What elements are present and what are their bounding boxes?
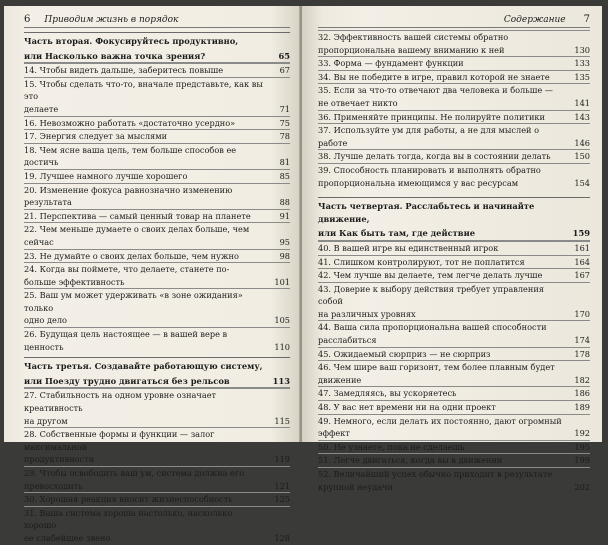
part-heading-title: Часть вторая. Фокусируйтесь продуктивно, [24,36,239,46]
toc-entry-title: пропорциональна вашему вниманию к ней [318,44,505,55]
toc-entry-page: 167 [574,270,590,281]
toc-entry-title: 50. Не узнаете, пока не сделаешь [318,441,465,452]
toc-entry-page: 71 [279,103,290,114]
toc-entry [24,129,290,143]
toc-list [24,388,290,544]
toc-entry-title: 33. Форма — фундамент функции [318,58,464,69]
toc-entry-page: 110 [274,341,290,352]
toc-entry [318,360,590,374]
toc-entry [318,163,590,177]
toc-entry-title: 42. Чем лучше вы делаете, тем легче делать лучше [318,270,543,281]
toc-entry [24,103,290,116]
toc-entry-title: 38. Лучше делать тогда, когда вы в состоянии делать [318,151,551,162]
toc-entry-title: 17. Энергия следует за мыслями [24,131,168,142]
left-page-header [24,14,290,28]
toc-entry [318,308,590,321]
toc-entry-page: 202 [574,481,590,492]
toc-entry [24,169,290,183]
toc-entry-title: 44. Ваша сила пропорциональна вашей способности [318,322,547,333]
toc-entry [24,427,290,453]
right-page [302,6,602,492]
toc-entry-page: 146 [574,137,590,148]
toc-entry [318,400,590,414]
toc-entry [318,440,590,454]
toc-entry-page: 192 [574,428,590,439]
toc-entry-page: 75 [279,117,290,128]
part-heading-title: или Насколько важна точка зрения? [24,50,206,61]
toc-entry-title: 27. Стабильность на одном уровне означает креативность [24,390,217,414]
toc-list [318,30,590,189]
toc-entry-title: 39. Способность планировать и выполнять обратно [318,164,541,175]
toc-entry-title: 41. Слишком контролируют, тот не поплатится [318,256,525,267]
toc-entry [24,415,290,428]
toc-entry [318,347,590,361]
toc-entry-title: ценность [24,341,64,352]
toc-entry-title: 24. Когда вы поймете, что делаете, станете по- [24,264,230,275]
toc-entry-page: 174 [574,335,590,346]
toc-entry [318,374,590,387]
toc-entry-title: движение [318,374,362,385]
toc-entry [318,282,590,308]
toc-entry-title: 40. В вашей игре вы единственный игрок [318,242,499,253]
toc-entry-page: 143 [574,111,590,122]
toc-entry [318,320,590,334]
toc-entry [24,183,290,197]
toc-entry-title: 52. Величайший успех обычно приходит в результате [318,469,553,479]
toc-entry-title: 34. Вы не победите в игре, правил которой не знаете [318,71,550,82]
toc-entry-title: 22. Чем меньше думаете о своих делах больше, чем сейчас [24,224,250,247]
toc-entry-page: 178 [574,348,590,359]
part-heading-title: или Как быть там, где действие [318,228,475,239]
toc-entry [24,262,290,276]
toc-entry [24,506,290,532]
toc-entry-page: 128 [274,532,290,543]
toc-entry-page: 115 [274,415,290,426]
right-page-header [318,14,590,28]
part-heading [24,373,290,389]
toc-entry [318,268,590,282]
toc-entry-page: 135 [574,71,590,82]
toc-entry-page: 170 [574,308,590,319]
toc-entry [318,467,590,481]
toc-entry [24,341,290,354]
toc-entry-title: 37. Используйте ум для работы, а не для мыслей о работе [318,125,540,148]
toc-entry [318,110,590,124]
toc-entry-title: 35. Если за что-то отвечают два человека и больше — [318,85,553,96]
toc-entry-page: 199 [574,455,590,466]
part-heading [24,357,290,373]
toc-entry-title: 28. Собственные формы и функции — залог максимальной [24,429,215,452]
toc-entry [318,83,590,97]
toc-entry-title: 14. Чтобы видеть дальше, заберитесь повыше [24,65,224,76]
toc-entry [318,414,590,428]
toc-part-four [318,197,590,241]
toc-entry [24,480,290,493]
toc-entry [318,334,590,347]
toc-entry-page: 95 [279,236,290,247]
toc-entry-page: 186 [574,388,590,399]
toc-entry-title: 43. Доверие к выбору действия требует управления собой [318,283,544,307]
part-heading [318,197,590,225]
toc-entry-title: крупной неудачи [318,481,393,492]
toc-entry [24,77,290,103]
toc-entry-title: 48. У вас нет времени ни на одни проект [318,402,496,413]
toc-entry [24,388,290,414]
part-heading [24,48,290,64]
toc-entry-title: 31. Ваша система хороша настолько, насколько хорошо [24,507,233,531]
toc-entry-title: 18. Чем ясне ваша цель, тем больше способов ее достичь [24,144,237,168]
toc-entry-page: 88 [279,197,290,208]
toc-list [318,241,590,493]
toc-entry-title: 30. Хорошая реакция вносит жизнеспособность [24,494,233,505]
toc-entry-title: одно дело [24,315,67,326]
toc-entry [318,56,590,70]
toc-entry-page: 164 [574,256,590,267]
toc-entry [24,63,290,77]
toc-entry [318,453,590,467]
toc-entry [24,143,290,169]
toc-entry [24,466,290,480]
toc-part-two [24,32,290,63]
toc-entry-page: 133 [574,58,590,69]
toc-entry-title: 25. Ваш ум может удерживать «в зоне ожидания» только [24,290,243,313]
toc-entry-page: 121 [274,480,290,491]
toc-entry-page: 101 [274,276,290,287]
part-heading-page: 65 [278,50,290,61]
toc-entry-title: на другом [24,415,68,426]
toc-entry [318,241,590,255]
toc-entry-page: 195 [574,441,590,452]
toc-entry-title: превосходить [24,480,83,491]
part-heading-page: 113 [272,375,290,386]
toc-entry [318,481,590,494]
toc-entry-title: 45. Ожидаемый сюрприз — не сюрприз [318,348,491,359]
toc-entry-page: 141 [574,97,590,108]
toc-entry-title: 36. Применяйте принципы. Не полируйте политики [318,111,545,122]
part-heading-title: или Поезду трудно двигаться без рельсов [24,375,230,386]
toc-entry [318,97,590,110]
toc-entry-page: 67 [279,65,290,76]
part-heading [24,32,290,48]
toc-entry-page: 85 [279,170,290,181]
toc-entry [24,453,290,466]
toc-entry-page: 119 [274,454,290,465]
toc-entry [24,222,290,248]
toc-entry-title: 19. Лучшее намного лучше хорошего [24,170,188,181]
toc-entry-title: 26. Будущая цель настоящее — в вашей вере в [24,329,228,340]
toc-entry-page: 98 [279,250,290,261]
toc-entry [24,314,290,327]
toc-entry-title: 23. Не думайте о своих делах больше, чем нужно [24,250,239,261]
toc-entry-page: 81 [279,157,290,168]
running-title: Содержание [503,15,566,25]
toc-entry-title: 15. Чтобы сделать что-то, вначале представьте, как вы это [24,78,263,102]
toc-entry-page: 161 [574,242,590,253]
toc-entry-title: на различных уровнях [318,308,416,319]
toc-entry-page: 130 [574,44,590,55]
part-heading [318,225,590,241]
toc-entry [318,427,590,440]
part-heading-title: Часть третья. Создавайте работающую систему, [24,361,263,372]
toc-entry [24,288,290,314]
toc-entry-title: не отвечает никто [318,97,398,108]
toc-entry-title: 16. Невозможно работать «достаточно усердно» [24,117,236,128]
page-number: 7 [583,14,590,25]
toc-entry [318,123,590,149]
toc-entry-page: 105 [274,315,290,326]
toc-entry [318,30,590,44]
toc-entry-title: продуктивности [24,454,95,465]
toc-entry-page: 154 [574,177,590,188]
toc-entry [24,196,290,209]
toc-list [24,63,290,353]
toc-entry [24,116,290,130]
toc-entry-page: 91 [279,210,290,221]
toc-entry-title: расслабиться [318,335,377,346]
toc-entry [318,149,590,163]
toc-entry-title: 21. Перспектива — самый ценный товар на планете [24,210,251,221]
page-number: 6 [24,14,31,25]
part-heading-page: 159 [572,228,590,239]
toc-entry [318,44,590,57]
toc-entry [24,532,290,545]
toc-entry [318,386,590,400]
toc-entry-title: 29. Чтобы освободить ваш ум, система должна его [24,468,245,478]
toc-entry-page: 150 [574,151,590,162]
toc-entry-title: 51. Легче двигаться, когда вы в движении [318,455,503,466]
toc-entry-title: пропорциональна имеющимся у вас ресурсам [318,177,519,188]
toc-entry-title: больше эффективность [24,276,125,287]
toc-entry [318,255,590,269]
toc-entry-title: результата [24,197,72,208]
left-page [4,6,300,543]
toc-entry-title: 46. Чем шире ваш горизонт, тем более плавным будет [318,362,555,373]
toc-entry-page: 125 [274,494,290,505]
toc-entry-title: 32. Эффективность вашей системы обратно [318,32,509,42]
toc-entry [318,70,590,84]
toc-entry [24,209,290,223]
toc-entry-title: ее слабейшее звено [24,532,111,543]
toc-entry [24,492,290,506]
toc-entry-title: 47. Замедляясь, вы ускоряетесь [318,388,457,399]
toc-entry-page: 182 [574,374,590,385]
toc-entry [24,327,290,341]
part-heading-title: Часть четвертая. Расслабьтесь и начинайте движение, [318,201,535,224]
toc-entry [24,249,290,263]
toc-entry-title: 49. Немного, если делать их постоянно, дают огромный [318,415,562,426]
toc-entry-page: 78 [279,131,290,142]
toc-entry-title: эффект [318,428,350,439]
toc-entry-title: делаете [24,103,59,114]
toc-entry-page: 189 [574,402,590,413]
running-title: Приводим жизнь в порядок [44,15,179,25]
toc-entry-title: 20. Изменение фокуса равнозначно изменению [24,184,233,195]
toc-entry [318,177,590,190]
toc-entry [24,276,290,289]
toc-part-three [24,357,290,388]
